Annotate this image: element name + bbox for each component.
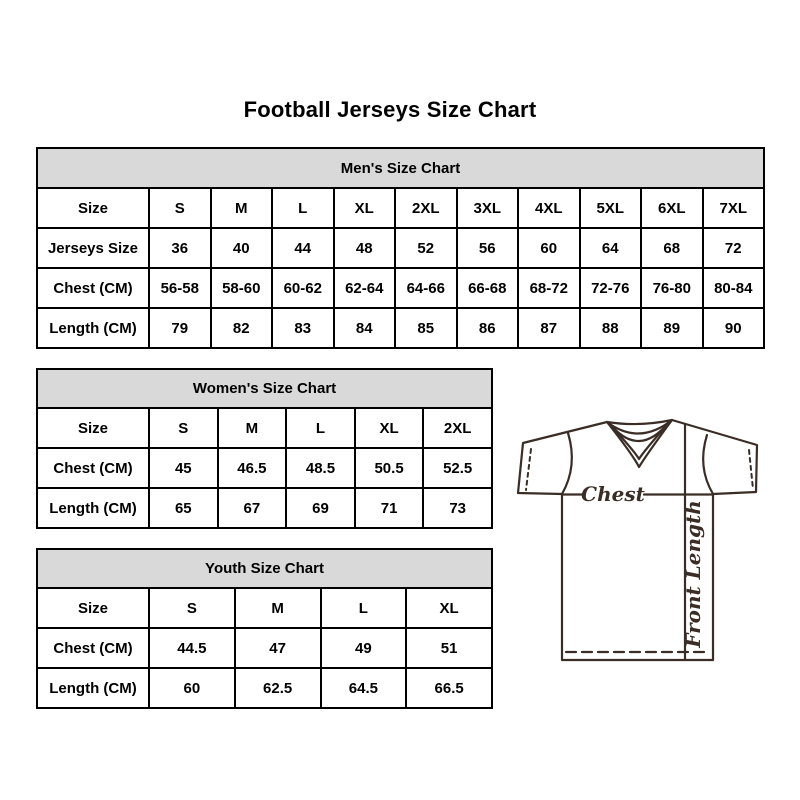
cell: 73 [423,488,492,528]
cell: S [149,588,235,628]
right-sleeve-stitch [749,450,753,489]
cell: 69 [286,488,355,528]
cell: S [149,188,211,228]
cell: 76-80 [641,268,703,308]
cell: 62.5 [235,668,321,708]
cell: XL [355,408,424,448]
table-row [37,308,764,348]
table-title-mens: Men's Size Chart [37,148,764,188]
left-armhole-seam [562,433,572,494]
table-row [37,588,492,628]
cell: 67 [218,488,287,528]
cell: 64 [580,228,642,268]
collar-top-edge [607,420,672,424]
table-row [37,448,492,488]
cell: 46.5 [218,448,287,488]
cell: 5XL [580,188,642,228]
cell: 52 [395,228,457,268]
table-row [37,628,492,668]
cell: 50.5 [355,448,424,488]
cell: 2XL [395,188,457,228]
cell: 51 [406,628,492,668]
cell: L [272,188,334,228]
youth-size-table-grid [36,548,493,709]
cell: M [235,588,321,628]
table-title-youth: Youth Size Chart [37,549,492,588]
row-label: Chest (CM) [37,268,149,308]
cell: XL [334,188,396,228]
cell: 80-84 [703,268,765,308]
cell: 4XL [518,188,580,228]
table-row [37,408,492,448]
row-label: Chest (CM) [37,628,149,668]
cell: 47 [235,628,321,668]
table-header-row [37,549,492,588]
row-label: Size [37,408,149,448]
cell: 68 [641,228,703,268]
cell: 2XL [423,408,492,448]
womens-size-table [36,368,493,529]
cell: 79 [149,308,211,348]
cell: 82 [211,308,273,348]
cell: 58-60 [211,268,273,308]
row-label: Length (CM) [37,488,149,528]
cell: 3XL [457,188,519,228]
cell: 60 [518,228,580,268]
cell: 65 [149,488,218,528]
cell: 72-76 [580,268,642,308]
table-row [37,188,764,228]
left-sleeve-stitch [526,449,531,490]
table-row [37,268,764,308]
cell: 45 [149,448,218,488]
cell: 6XL [641,188,703,228]
cell: 49 [321,628,407,668]
cell: 84 [334,308,396,348]
mens-size-table-grid [36,147,765,349]
youth-size-table [36,548,493,709]
cell: 56-58 [149,268,211,308]
cell: 60-62 [272,268,334,308]
cell: 62-64 [334,268,396,308]
cell: 68-72 [518,268,580,308]
cell: 64-66 [395,268,457,308]
table-title-womens: Women's Size Chart [37,369,492,408]
chest-label: Chest [581,482,645,506]
cell: L [321,588,407,628]
cell: 44 [272,228,334,268]
row-label: Jerseys Size [37,228,149,268]
jersey-measurement-diagram [500,400,790,680]
cell: XL [406,588,492,628]
cell: 90 [703,308,765,348]
cell: 89 [641,308,703,348]
cell: 66.5 [406,668,492,708]
cell: L [286,408,355,448]
cell: 86 [457,308,519,348]
row-label: Length (CM) [37,668,149,708]
table-header-row [37,369,492,408]
table-row [37,668,492,708]
cell: 71 [355,488,424,528]
right-armhole-seam [703,435,713,494]
cell: 52.5 [423,448,492,488]
cell: S [149,408,218,448]
cell: 7XL [703,188,765,228]
table-row [37,488,492,528]
cell: 88 [580,308,642,348]
cell: 44.5 [149,628,235,668]
cell: 64.5 [321,668,407,708]
cell: 85 [395,308,457,348]
front-length-label: Front Length [681,500,705,648]
cell: 48.5 [286,448,355,488]
womens-size-table-grid [36,368,493,529]
row-label: Chest (CM) [37,448,149,488]
cell: 72 [703,228,765,268]
cell: 87 [518,308,580,348]
cell: 56 [457,228,519,268]
page-title: Football Jerseys Size Chart [243,97,537,122]
row-label: Size [37,588,149,628]
row-label: Length (CM) [37,308,149,348]
cell: 83 [272,308,334,348]
row-label: Size [37,188,149,228]
cell: 36 [149,228,211,268]
table-header-row [37,148,764,188]
cell: M [218,408,287,448]
cell: 40 [211,228,273,268]
table-row [37,228,764,268]
cell: 48 [334,228,396,268]
cell: 60 [149,668,235,708]
cell: M [211,188,273,228]
mens-size-table [36,147,765,349]
cell: 66-68 [457,268,519,308]
